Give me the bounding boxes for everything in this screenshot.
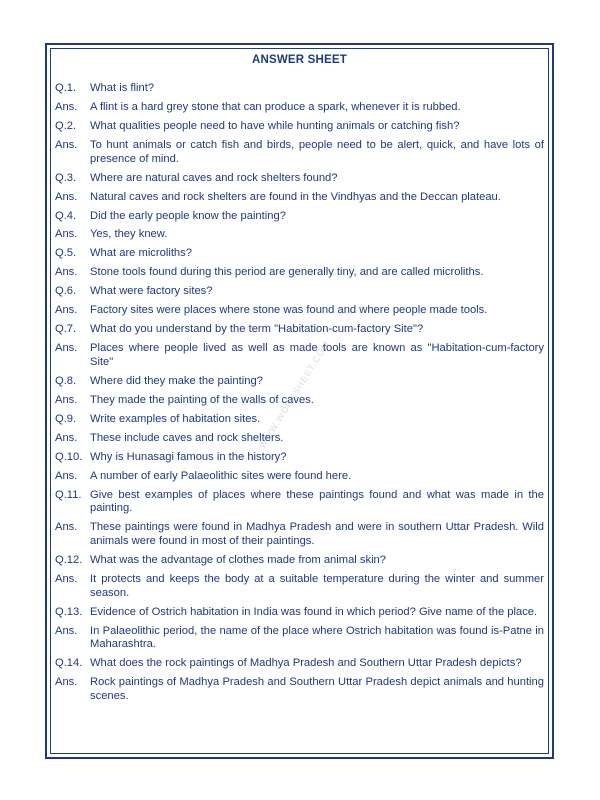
answer-row xyxy=(55,432,544,446)
answer-text: It protects and keeps the body at a suitable temperature during the winter and summer season. xyxy=(90,573,544,599)
question-row xyxy=(55,323,544,337)
answer-label: Ans. xyxy=(55,100,78,113)
answer-label: Ans. xyxy=(55,431,78,444)
answer-label: Ans. xyxy=(55,573,78,586)
question-row xyxy=(55,451,544,465)
question-label: Q.6. xyxy=(55,285,77,298)
answer-label: Ans. xyxy=(55,266,78,279)
question-row xyxy=(55,82,544,96)
page-title: ANSWER SHEET xyxy=(251,54,348,66)
question-row xyxy=(55,606,544,620)
question-row xyxy=(55,489,544,516)
answer-text: These paintings were found in Madhya Pradesh and were in southern Uttar Pradesh. Wild animals were found in most of their paintings. xyxy=(90,521,544,548)
question-text: What are microliths? xyxy=(90,247,192,260)
question-label: Q.3. xyxy=(55,171,77,184)
answer-row xyxy=(55,139,544,166)
answer-text: Natural caves and rock shelters are found in the Vindhyas and the Deccan plateau. xyxy=(90,190,501,203)
answer-label: Ans. xyxy=(55,521,78,534)
question-text: Write examples of habitation sites. xyxy=(90,412,261,425)
question-row xyxy=(55,247,544,261)
answer-row xyxy=(55,521,544,548)
question-text: Where did they make the painting? xyxy=(90,374,263,387)
answer-row xyxy=(55,676,544,703)
answer-label: Ans. xyxy=(55,138,78,151)
answer-label: Ans. xyxy=(55,228,78,241)
answer-label: Ans. xyxy=(55,393,78,406)
question-label: Q.4. xyxy=(55,209,77,222)
answer-row xyxy=(55,470,544,484)
answer-label: Ans. xyxy=(55,624,78,637)
answer-label: Ans. xyxy=(55,190,78,203)
answer-row xyxy=(55,101,544,115)
question-text: What qualities people need to have while hunting animals or catching fish? xyxy=(90,119,460,132)
question-row xyxy=(55,120,544,134)
question-text: Where are natural caves and rock shelters found? xyxy=(90,171,338,184)
answer-row xyxy=(55,394,544,408)
question-text: What were factory sites? xyxy=(90,285,213,298)
question-label: Q.1. xyxy=(55,82,77,94)
answer-label: Ans. xyxy=(55,469,78,482)
question-row xyxy=(55,210,544,224)
question-label: Q.14. xyxy=(55,657,83,670)
question-text: What do you understand by the term "Habitation-cum-factory Site"? xyxy=(90,323,424,336)
answer-text: Stone tools found during this period are generally tiny, and are called microliths. xyxy=(90,266,484,279)
question-label: Q.7. xyxy=(55,323,77,336)
answer-label: Ans. xyxy=(55,304,78,317)
qa-list xyxy=(55,82,544,709)
answer-text: They made the painting of the walls of caves. xyxy=(90,393,314,406)
question-label: Q.8. xyxy=(55,374,77,387)
answer-row xyxy=(55,573,544,600)
question-label: Q.11. xyxy=(55,488,82,501)
answer-row xyxy=(55,304,544,318)
answer-text: These include caves and rock shelters. xyxy=(90,431,284,444)
question-label: Q.2. xyxy=(55,119,77,132)
question-label: Q.13. xyxy=(55,605,83,618)
question-row xyxy=(55,375,544,389)
question-text: Did the early people know the painting? xyxy=(90,209,286,222)
answer-sheet xyxy=(45,43,554,759)
question-label: Q.12. xyxy=(55,554,83,567)
answer-text: Yes, they knew. xyxy=(90,228,168,241)
answer-text: A flint is a hard grey stone that can produce a spark, whenever it is rubbed. xyxy=(90,100,461,113)
answer-text: A number of early Palaeolithic sites were found here. xyxy=(90,469,352,482)
question-label: Q.9. xyxy=(55,412,77,425)
answer-row xyxy=(55,266,544,280)
question-label: Q.5. xyxy=(55,247,77,260)
answer-text: Places where people lived as well as made tools are known as "Habitation-cum-factory Site" xyxy=(90,342,544,368)
question-row xyxy=(55,554,544,568)
question-text: What is flint? xyxy=(90,82,155,94)
answer-text: Factory sites were places where stone was found and where people made tools. xyxy=(90,304,488,317)
answer-label: Ans. xyxy=(55,342,78,355)
question-row xyxy=(55,172,544,186)
question-text: Why is Hunasagi famous in the history? xyxy=(90,450,287,463)
answer-row xyxy=(55,191,544,205)
answer-text: Rock paintings of Madhya Pradesh and Southern Uttar Pradesh depict animals and hunting scenes. xyxy=(90,676,544,702)
answer-row xyxy=(55,625,544,652)
question-label: Q.10. xyxy=(55,450,83,463)
answer-text: In Palaeolithic period, the name of the place where Ostrich habitation was found is-Patne in Maharashtra. xyxy=(90,624,544,651)
watermark-text: WWW.WORKSHEET.COM xyxy=(257,338,332,451)
question-row xyxy=(55,657,544,671)
question-row xyxy=(55,413,544,427)
question-text: Evidence of Ostrich habitation in India was found in which period? Give name of the place. xyxy=(90,605,538,618)
question-text: What was the advantage of clothes made from animal skin? xyxy=(90,554,386,567)
answer-row xyxy=(55,228,544,242)
answer-row xyxy=(55,342,544,369)
question-text: Give best examples of places where these paintings found and what was made in the painting. xyxy=(90,488,544,515)
question-text: What does the rock paintings of Madhya Pradesh and Southern Uttar Pradesh depicts? xyxy=(90,657,522,670)
answer-label: Ans. xyxy=(55,676,78,689)
answer-text: To hunt animals or catch fish and birds, people need to be alert, quick, and have lots of presence of mind. xyxy=(90,138,544,165)
question-row xyxy=(55,285,544,299)
